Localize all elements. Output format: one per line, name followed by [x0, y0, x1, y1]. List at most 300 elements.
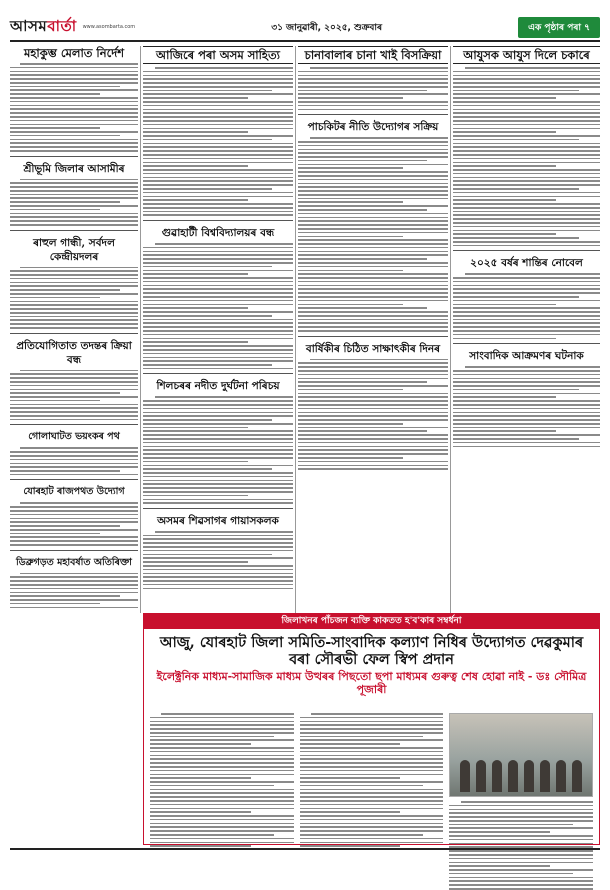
- text-line: [453, 131, 556, 133]
- text-line: [143, 199, 248, 201]
- text-line: [453, 78, 600, 80]
- text-line: [453, 241, 600, 243]
- feature-column: [150, 713, 294, 838]
- text-line: [453, 105, 600, 107]
- text-line: [453, 71, 600, 73]
- text-line: [453, 135, 600, 137]
- text-line: [150, 728, 294, 730]
- article-body: [143, 396, 293, 503]
- text-line: [298, 288, 448, 290]
- text-line: [143, 162, 293, 164]
- text-line: [161, 713, 293, 715]
- text-line: [143, 576, 293, 578]
- headline: বাৰ্ষিকীৰ চিঠিত সাক্ষাৎকীৰ দিনৰ: [305, 342, 441, 355]
- text-line: [10, 150, 138, 152]
- article-body: [298, 137, 448, 331]
- article-body: [298, 359, 448, 470]
- text-line: [453, 120, 600, 122]
- text-line: [453, 434, 600, 436]
- feature-subtitle: ইলেক্ট্ৰনিক মাধ্যম-সামাজিক মাধ্যম উত্থৰৰ পিছতো ছপা মাধ্যমৰ গুৰুত্ব শেষ হোৱা নাই - ডঃ সৌমিত্ৰ পূজাৰী: [156, 670, 587, 696]
- text-line: [449, 827, 593, 829]
- text-line: [143, 408, 293, 410]
- text-line: [300, 747, 444, 749]
- text-line: [453, 408, 600, 410]
- divider: [298, 114, 448, 115]
- text-line: [298, 97, 403, 99]
- text-line: [453, 245, 600, 247]
- text-line: [155, 67, 293, 69]
- headline: গুৱাহাটী বিশ্ববিদ্যালয়ৰ বন্ধ: [161, 227, 275, 240]
- column-4: [453, 46, 600, 449]
- text-line: [10, 304, 138, 306]
- text-line: [143, 139, 272, 141]
- logo-meta: www.asombarta.com: [82, 24, 136, 30]
- text-line: [10, 112, 138, 114]
- text-line: [150, 830, 294, 832]
- text-line: [298, 446, 448, 448]
- text-line: [150, 747, 294, 749]
- article-body: [300, 713, 444, 847]
- text-line: [10, 470, 120, 472]
- text-line: [143, 146, 293, 148]
- text-line: [298, 304, 403, 306]
- text-line: [300, 792, 444, 794]
- text-line: [143, 150, 293, 152]
- text-line: [298, 179, 448, 181]
- text-line: [150, 751, 294, 753]
- text-line: [298, 149, 448, 151]
- text-line: [453, 109, 600, 111]
- feature-frame: [143, 629, 600, 845]
- text-line: [449, 812, 593, 814]
- text-line: [143, 105, 293, 107]
- text-line: [298, 247, 448, 249]
- text-line: [453, 211, 600, 213]
- text-line: [143, 90, 272, 92]
- text-line: [143, 93, 293, 95]
- text-line: [143, 341, 248, 343]
- page-number-badge: এক পৃষ্ঠাৰ পৰা ৭: [518, 17, 600, 38]
- text-line: [10, 506, 138, 508]
- text-line: [155, 531, 293, 533]
- text-line: [298, 270, 403, 272]
- text-line: [465, 273, 600, 275]
- text-line: [10, 146, 138, 148]
- text-line: [10, 182, 138, 184]
- text-line: [10, 205, 138, 207]
- text-line: [298, 183, 448, 185]
- text-line: [143, 173, 293, 175]
- text-line: [150, 800, 294, 802]
- text-line: [143, 247, 293, 249]
- text-line: [10, 584, 138, 586]
- text-line: [449, 820, 593, 822]
- text-line: [143, 319, 293, 321]
- headline: সাংবাদিক আক্ৰমণৰ ঘটনাক: [469, 350, 584, 363]
- divider: [453, 250, 600, 251]
- feature-title: আজু, যোৰহাট জিলা সমিতি-সাংবাদিক কল্যাণ নিধিৰ উদ্যোগত দেৱকুমাৰ বৰা সৌৰভী ফেল স্বিপ প্ৰদান: [159, 634, 584, 668]
- text-line: [453, 381, 600, 383]
- text-line: [10, 373, 138, 375]
- text-line: [143, 296, 293, 298]
- text-line: [453, 423, 600, 425]
- headline: প্ৰতিযোগিতাত তদন্তৰ ক্ৰিয়া বন্ধ: [16, 339, 132, 366]
- text-line: [143, 491, 293, 493]
- text-line: [453, 203, 600, 205]
- text-line: [298, 254, 448, 256]
- divider: [10, 424, 138, 425]
- text-line: [10, 116, 138, 118]
- footer-rule: [10, 848, 600, 850]
- text-line: [298, 71, 448, 73]
- text-line: [298, 396, 448, 398]
- text-line: [10, 135, 120, 137]
- text-line: [143, 120, 293, 122]
- text-line: [300, 819, 444, 821]
- text-line: [453, 143, 600, 145]
- text-line: [453, 75, 600, 77]
- text-line: [143, 561, 248, 563]
- text-line: [300, 800, 444, 802]
- text-line: [300, 717, 444, 719]
- text-line: [453, 82, 600, 84]
- text-line: [143, 270, 293, 272]
- event-photo: [449, 713, 593, 797]
- text-line: [453, 165, 556, 167]
- text-line: [453, 281, 600, 283]
- text-line: [453, 285, 600, 287]
- text-line: [143, 196, 293, 198]
- text-line: [298, 194, 448, 196]
- text-line: [453, 233, 556, 235]
- text-line: [150, 758, 294, 760]
- text-line: [449, 873, 573, 875]
- text-line: [10, 86, 120, 88]
- text-line: [150, 823, 294, 825]
- text-line: [453, 446, 600, 448]
- text-line: [298, 330, 448, 332]
- text-line: [143, 281, 293, 283]
- text-line: [298, 415, 448, 417]
- text-line: [298, 449, 448, 451]
- text-line: [143, 584, 293, 586]
- text-line: [453, 311, 600, 313]
- text-line: [453, 430, 556, 432]
- text-line: [453, 393, 600, 395]
- text-line: [449, 843, 593, 845]
- text-line: [298, 152, 448, 154]
- text-line: [143, 499, 293, 501]
- divider: [10, 479, 138, 480]
- text-line: [298, 389, 403, 391]
- text-line: [143, 292, 293, 294]
- text-line: [10, 400, 100, 402]
- text-line: [453, 396, 556, 398]
- text-line: [150, 815, 294, 817]
- text-line: [10, 466, 138, 468]
- text-line: [453, 438, 579, 440]
- text-line: [300, 739, 444, 741]
- text-line: [453, 90, 579, 92]
- text-line: [155, 396, 293, 398]
- text-line: [298, 385, 448, 387]
- text-line: [300, 736, 424, 738]
- text-line: [143, 357, 293, 359]
- text-line: [150, 811, 251, 813]
- text-line: [453, 389, 579, 391]
- text-line: [10, 451, 138, 453]
- text-line: [10, 124, 138, 126]
- text-line: [453, 188, 579, 190]
- headline: শিলচৰৰ নদীত দুৰ্ঘটনা পৰিচয়: [156, 380, 280, 393]
- column-3: [298, 46, 448, 472]
- text-line: [453, 378, 600, 380]
- text-line: [10, 529, 138, 531]
- article-body: [10, 447, 138, 475]
- text-line: [10, 297, 100, 299]
- text-line: [143, 461, 248, 463]
- text-line: [10, 285, 138, 287]
- text-line: [150, 845, 251, 847]
- text-line: [150, 717, 294, 719]
- text-line: [143, 334, 293, 336]
- text-line: [300, 758, 444, 760]
- text-line: [10, 289, 120, 291]
- text-line: [298, 156, 448, 158]
- headline: শ্ৰীভূমি জিলাৰ আসামীৰ: [23, 162, 125, 175]
- text-line: [10, 139, 138, 141]
- text-line: [298, 90, 427, 92]
- text-line: [298, 404, 448, 406]
- text-line: [300, 830, 444, 832]
- text-line: [453, 427, 600, 429]
- text-line: [300, 845, 401, 847]
- text-line: [453, 412, 600, 414]
- article-body: [10, 267, 138, 329]
- text-line: [453, 237, 579, 239]
- text-line: [300, 789, 444, 791]
- text-line: [298, 300, 448, 302]
- text-line: [453, 196, 600, 198]
- text-line: [20, 267, 138, 269]
- text-line: [150, 755, 294, 757]
- text-line: [10, 381, 138, 383]
- article-body: [298, 67, 448, 110]
- text-line: [10, 599, 138, 601]
- text-line: [298, 224, 448, 226]
- text-line: [298, 236, 403, 238]
- text-line: [150, 739, 294, 741]
- person-figure: [556, 760, 566, 792]
- article-body: [453, 366, 600, 447]
- text-line: [143, 457, 293, 459]
- text-line: [150, 789, 294, 791]
- text-line: [298, 201, 403, 203]
- divider: [10, 230, 138, 231]
- text-line: [143, 177, 293, 179]
- text-line: [143, 304, 293, 306]
- text-line: [10, 213, 138, 215]
- text-line: [298, 419, 448, 421]
- article-body: [10, 179, 138, 226]
- text-line: [143, 154, 293, 156]
- text-line: [298, 366, 448, 368]
- text-line: [10, 186, 138, 188]
- text-line: [10, 220, 138, 222]
- text-line: [453, 162, 600, 164]
- text-line: [10, 514, 138, 516]
- text-line: [453, 139, 579, 141]
- text-line: [298, 205, 448, 207]
- text-line: [143, 322, 293, 324]
- text-line: [10, 595, 120, 597]
- text-line: [150, 762, 294, 764]
- text-line: [300, 774, 444, 776]
- text-line: [453, 330, 600, 332]
- text-line: [10, 407, 138, 409]
- text-line: [143, 415, 293, 417]
- text-line: [453, 338, 556, 340]
- text-line: [453, 154, 600, 156]
- text-line: [10, 576, 138, 578]
- article-body: [453, 273, 600, 339]
- text-line: [300, 777, 401, 779]
- text-line: [143, 288, 293, 290]
- text-line: [143, 266, 272, 268]
- text-line: [298, 93, 448, 95]
- text-line: [10, 580, 138, 582]
- person-figure: [492, 760, 502, 792]
- text-line: [453, 322, 600, 324]
- text-line: [300, 770, 444, 772]
- text-line: [453, 230, 600, 232]
- text-line: [143, 112, 293, 114]
- text-line: [143, 75, 293, 77]
- article-body: [10, 502, 138, 545]
- text-line: [10, 392, 120, 394]
- text-line: [143, 82, 293, 84]
- text-line: [298, 175, 448, 177]
- text-line: [143, 251, 293, 253]
- text-line: [10, 312, 138, 314]
- text-line: [143, 468, 272, 470]
- text-line: [300, 804, 444, 806]
- newspaper-logo: [10, 15, 77, 40]
- text-line: [150, 774, 294, 776]
- text-line: [150, 777, 251, 779]
- text-line: [300, 762, 444, 764]
- text-line: [298, 239, 448, 241]
- headline: আযুসক আযুস দিলে চকাৰে: [453, 46, 600, 64]
- text-line: [453, 207, 600, 209]
- text-line: [143, 338, 293, 340]
- article-body: [143, 67, 293, 216]
- text-line: [449, 809, 593, 811]
- text-line: [453, 374, 600, 376]
- text-line: [298, 243, 448, 245]
- article-body: [150, 713, 294, 847]
- text-line: [298, 457, 403, 459]
- headline: চানাবালাৰ চানা খাই বিসক্ৰিয়া: [298, 46, 448, 64]
- feature-columns: [150, 713, 593, 838]
- text-line: [453, 419, 600, 421]
- text-line: [449, 850, 593, 852]
- text-line: [298, 164, 448, 166]
- text-line: [143, 315, 272, 317]
- text-line: [143, 307, 248, 309]
- text-line: [10, 536, 138, 538]
- text-line: [453, 180, 600, 182]
- text-line: [300, 842, 444, 844]
- text-line: [143, 300, 293, 302]
- text-line: [300, 815, 444, 817]
- text-line: [143, 285, 293, 287]
- text-line: [310, 67, 448, 69]
- text-line: [10, 404, 138, 406]
- text-line: [300, 781, 444, 783]
- text-line: [143, 364, 272, 366]
- text-line: [10, 603, 100, 605]
- text-line: [143, 368, 293, 370]
- text-line: [143, 254, 293, 256]
- text-line: [10, 293, 138, 295]
- text-line: [150, 808, 294, 810]
- text-line: [10, 197, 138, 199]
- text-line: [143, 330, 293, 332]
- text-line: [10, 270, 138, 272]
- text-line: [449, 877, 593, 879]
- text-line: [298, 228, 448, 230]
- text-line: [10, 588, 138, 590]
- text-line: [143, 203, 293, 205]
- text-line: [453, 177, 600, 179]
- text-line: [298, 326, 448, 328]
- text-line: [449, 884, 593, 886]
- text-line: [449, 831, 550, 833]
- text-line: [449, 835, 593, 837]
- text-line: [143, 472, 293, 474]
- text-line: [143, 580, 293, 582]
- text-line: [10, 415, 138, 417]
- text-line: [143, 430, 293, 432]
- text-line: [150, 781, 294, 783]
- text-line: [10, 411, 138, 413]
- text-line: [449, 805, 593, 807]
- text-line: [453, 184, 600, 186]
- text-line: [300, 826, 444, 828]
- text-line: [298, 258, 427, 260]
- text-line: [298, 209, 427, 211]
- text-line: [143, 550, 293, 552]
- text-line: [298, 468, 448, 470]
- text-line: [298, 315, 448, 317]
- text-line: [143, 419, 272, 421]
- text-line: [143, 277, 293, 279]
- text-line: [143, 165, 248, 167]
- text-line: [10, 93, 100, 95]
- text-line: [143, 400, 293, 402]
- text-line: [10, 190, 138, 192]
- text-line: [298, 461, 448, 463]
- article-body: [449, 801, 593, 890]
- text-line: [300, 728, 444, 730]
- text-line: [298, 251, 448, 253]
- text-line: [143, 565, 293, 567]
- text-line: [150, 732, 294, 734]
- text-line: [150, 721, 294, 723]
- text-line: [10, 521, 138, 523]
- text-line: [300, 796, 444, 798]
